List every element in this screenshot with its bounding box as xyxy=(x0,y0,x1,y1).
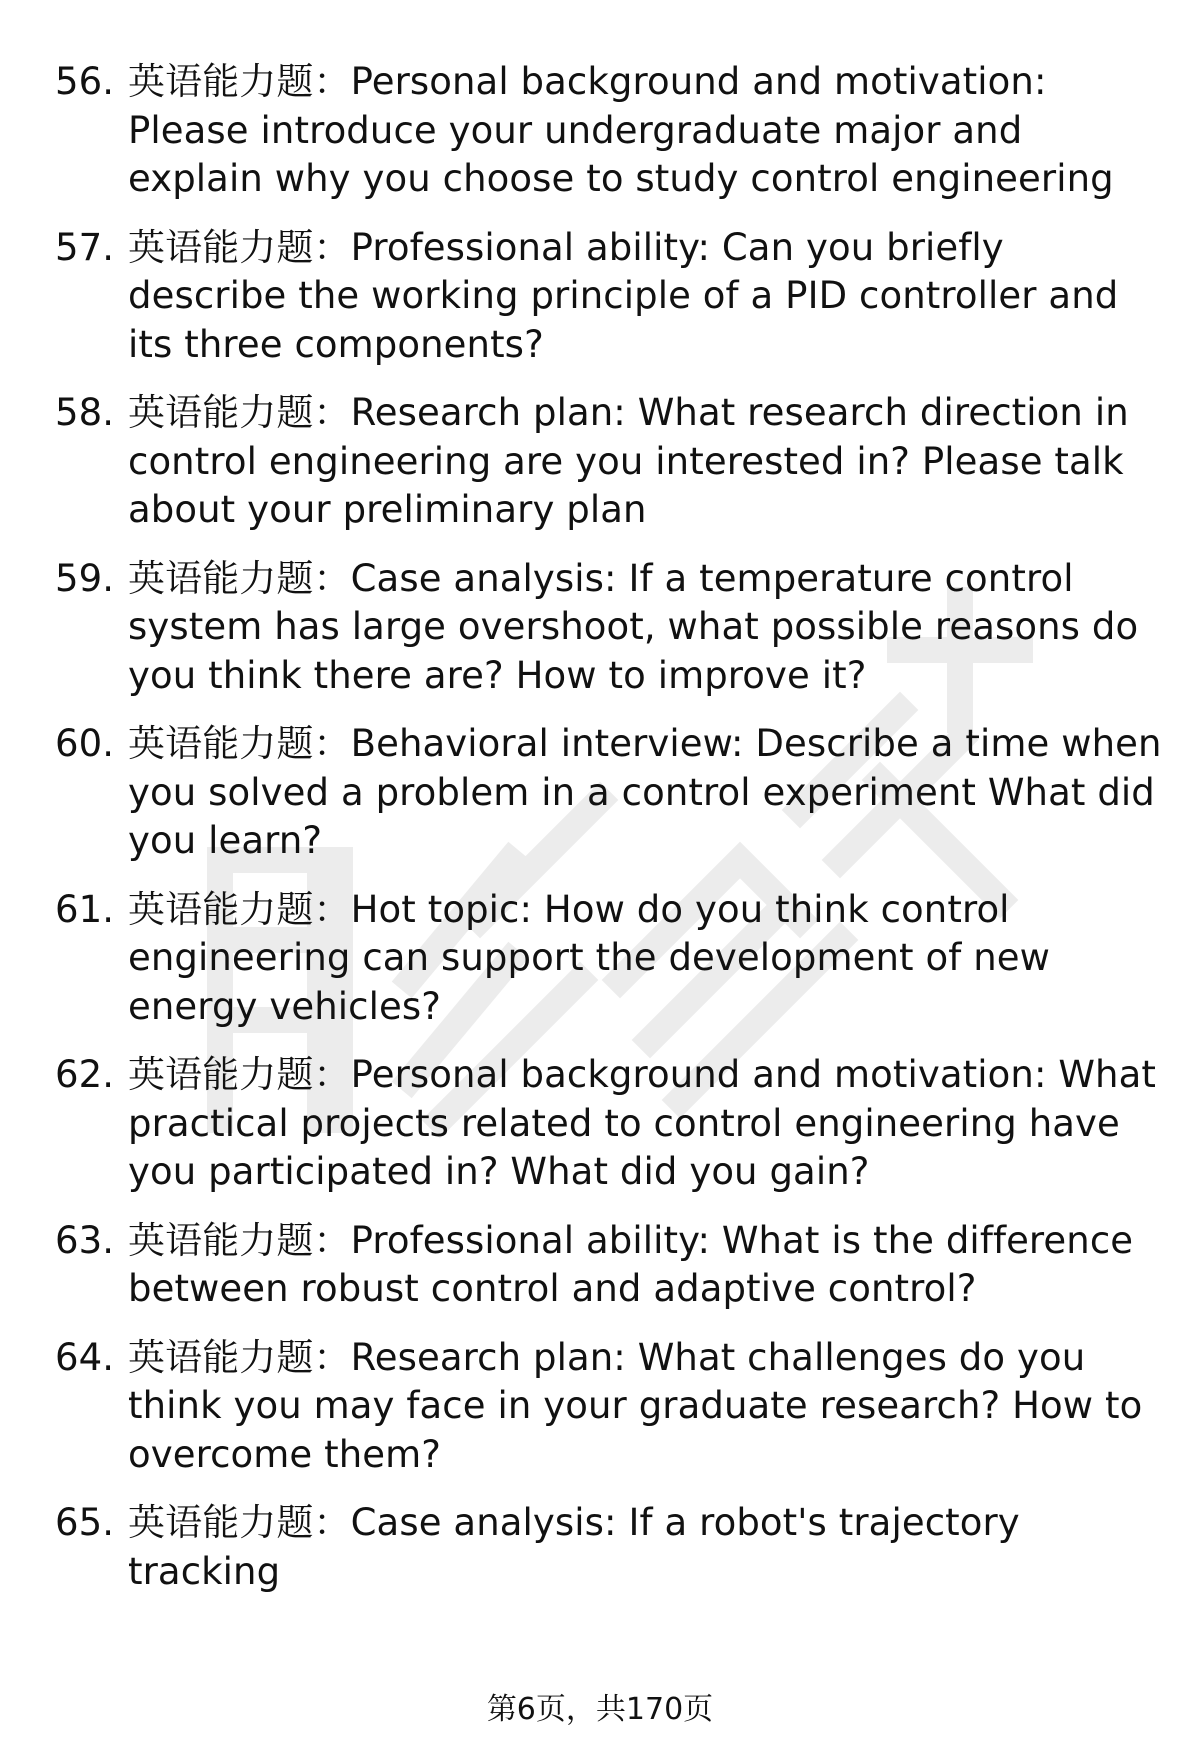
question-category: 英语能力题： xyxy=(128,391,351,434)
question-text: Research plan: What research direction in control engineering are you interested in? Please talk about your preliminary plan xyxy=(128,391,1129,531)
question-text: Case analysis: If a temperature control system has large overshoot, what possible reasons do you think there are? How to improve it? xyxy=(128,556,1139,697)
question-number: 64. xyxy=(55,1335,115,1379)
question-category: 英语能力题： xyxy=(128,60,351,103)
question-category: 英语能力题： xyxy=(128,722,351,765)
question-list xyxy=(55,58,1165,1616)
list-item xyxy=(55,720,1165,866)
question-number: 61. xyxy=(55,887,115,931)
question-number: 58. xyxy=(55,391,115,434)
list-item xyxy=(55,389,1165,535)
list-item xyxy=(55,1334,1165,1480)
question-number: 63. xyxy=(55,1218,115,1262)
question-number: 57. xyxy=(55,225,115,269)
question-number: 59. xyxy=(55,556,115,600)
question-category: 英语能力题： xyxy=(128,1501,351,1544)
question-text: Behavioral interview: Describe a time when you solved a problem in a control experiment What did you learn? xyxy=(128,722,1162,862)
list-item xyxy=(55,555,1165,701)
question-text: Case analysis: If a robot's trajectory tracking xyxy=(128,1501,1020,1593)
list-item xyxy=(55,1051,1165,1197)
question-number: 56. xyxy=(55,60,115,103)
question-text: Personal background and motivation: Please introduce your undergraduate major and explain why you choose to study control engineering xyxy=(128,60,1114,200)
question-text: Hot topic: How do you think control engineering can support the development of new energy vehicles? xyxy=(128,887,1051,1028)
question-number: 60. xyxy=(55,722,115,765)
question-category: 英语能力题： xyxy=(128,1053,351,1096)
question-category: 英语能力题： xyxy=(128,1218,351,1262)
list-item xyxy=(55,1217,1165,1314)
question-number: 65. xyxy=(55,1501,115,1544)
question-text: Professional ability: Can you briefly describe the working principle of a PID controller and its three components? xyxy=(128,225,1119,366)
page-footer: 第6页，共170页 xyxy=(486,1692,714,1727)
list-item xyxy=(55,58,1165,204)
question-category: 英语能力题： xyxy=(128,225,351,269)
question-text: Personal background and motivation: What practical projects related to control engineering have you participated in? What did you gain? xyxy=(128,1053,1156,1193)
question-text: Research plan: What challenges do you think you may face in your graduate research? How to overcome them? xyxy=(128,1335,1143,1476)
list-item xyxy=(55,886,1165,1032)
question-number: 62. xyxy=(55,1053,115,1096)
question-category: 英语能力题： xyxy=(128,556,351,600)
question-category: 英语能力题： xyxy=(128,1335,351,1379)
list-item xyxy=(55,224,1165,370)
question-text: Professional ability: What is the difference between robust control and adaptive control? xyxy=(128,1218,1134,1310)
question-category: 英语能力题： xyxy=(128,887,351,931)
list-item xyxy=(55,1499,1165,1596)
